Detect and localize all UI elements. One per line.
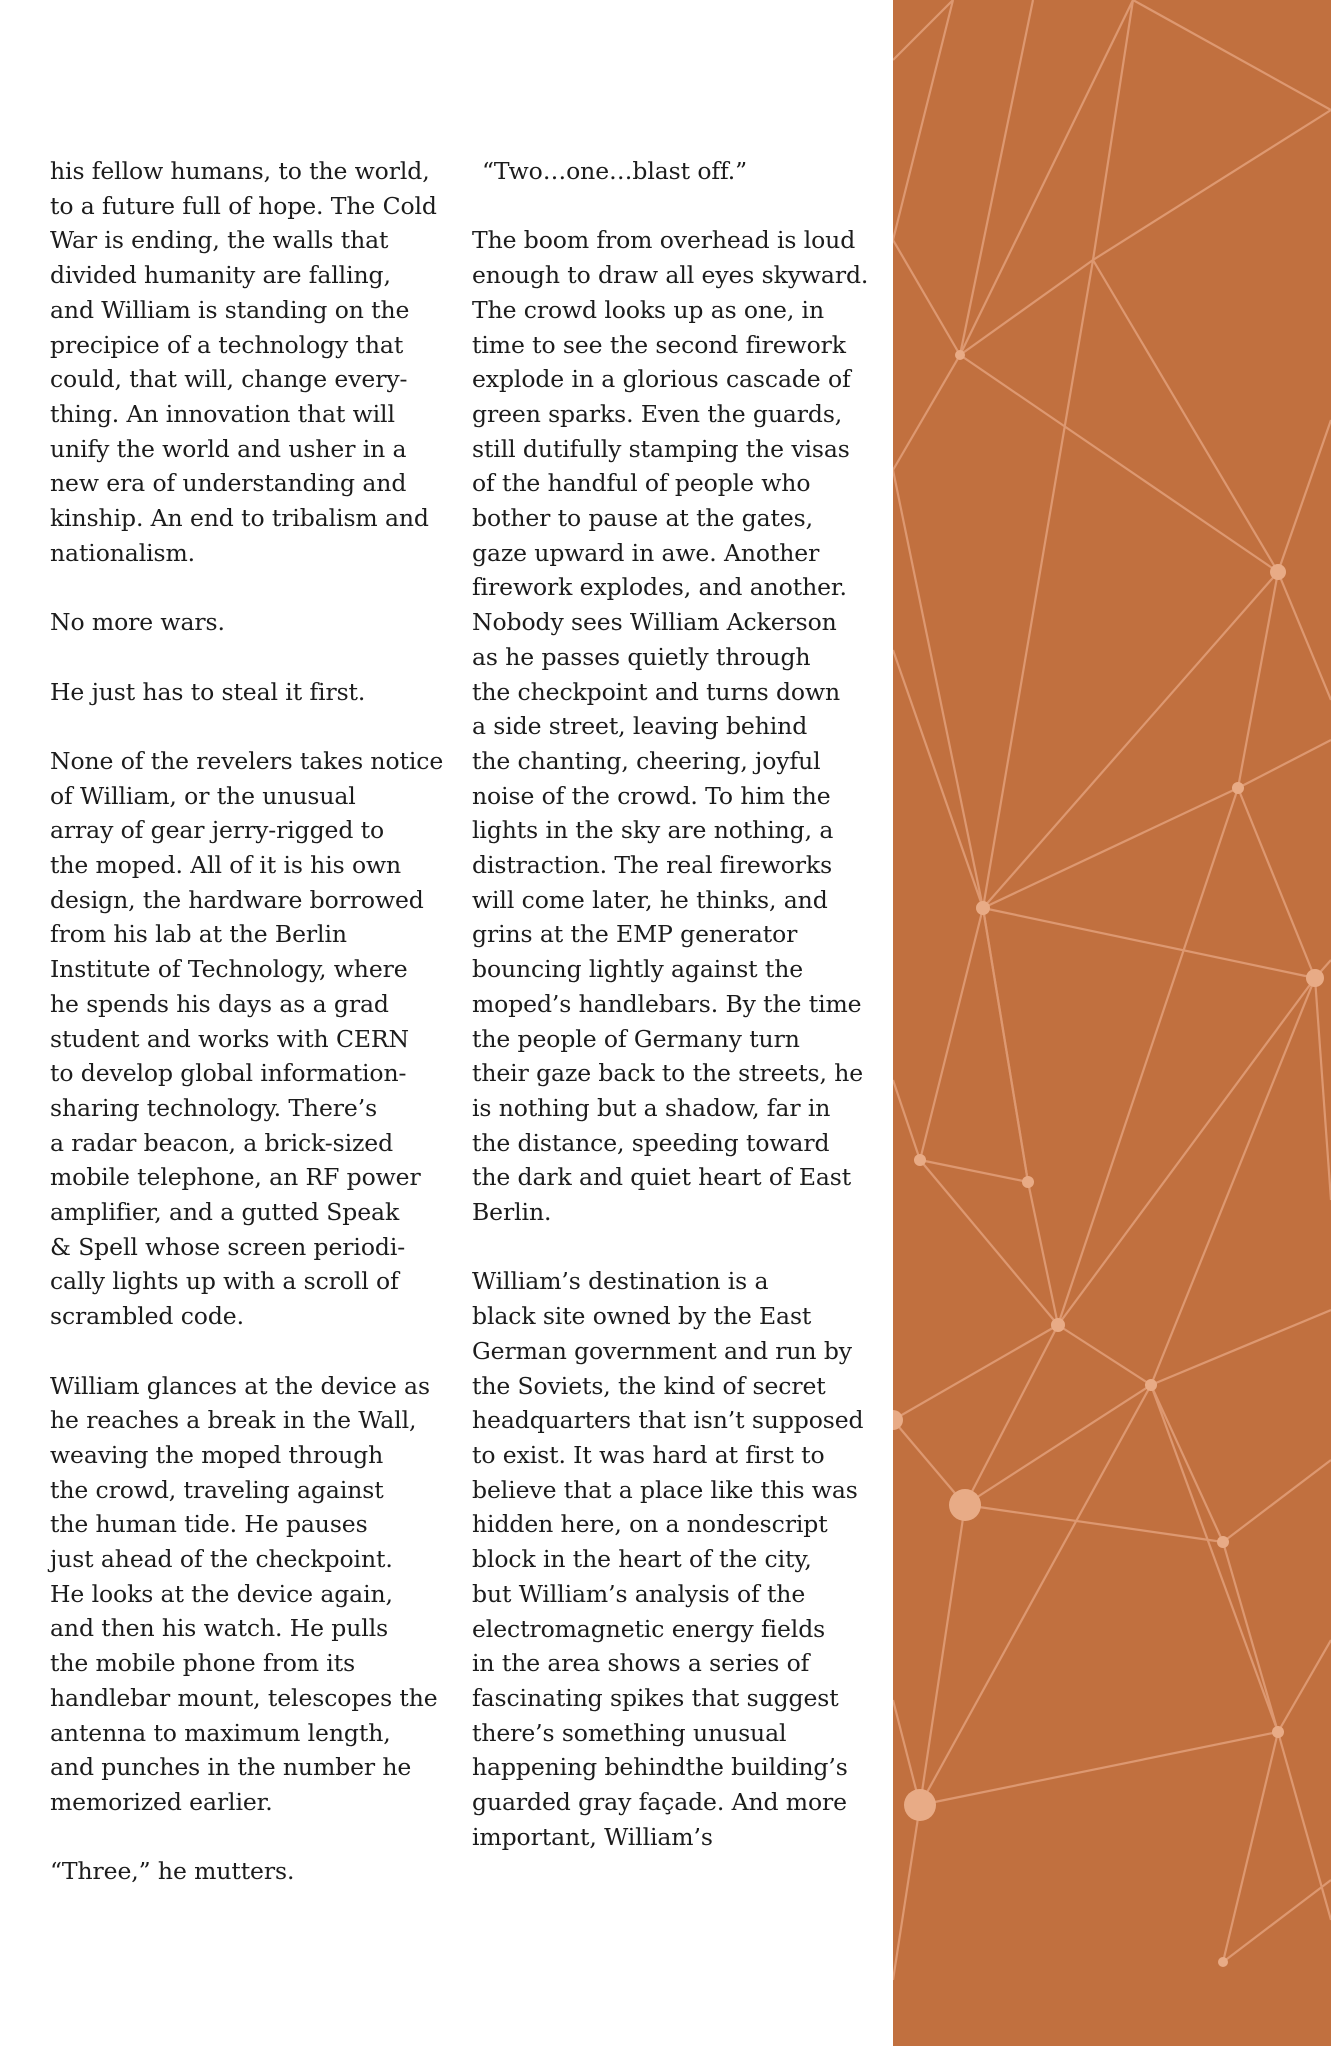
text-line: the moped. All of it is his own: [50, 851, 402, 880]
paragraph: [472, 154, 872, 189]
paragraph-gap: [472, 1230, 872, 1265]
text-line: the human tide. He pauses: [50, 1510, 368, 1539]
paragraph: [50, 1854, 450, 1889]
text-line: he spends his days as a grad: [50, 989, 389, 1018]
paragraph-gap: [50, 1820, 450, 1855]
text-line: thing. An innovation that will: [50, 399, 395, 428]
text-line: headquarters that isn’t supposed: [472, 1406, 864, 1435]
text-line: William glances at the device as: [50, 1371, 430, 1400]
paragraph-gap: [50, 570, 450, 605]
text-line: black site owned by the East: [472, 1302, 812, 1331]
text-line: William’s destination is a: [472, 1267, 769, 1296]
text-line: mobile telephone, an RF power: [50, 1163, 421, 1192]
text-line: memorized earlier.: [50, 1787, 273, 1816]
right-text-column: [472, 154, 872, 1854]
paragraph: [50, 744, 450, 1334]
text-line: The boom from overhead is loud: [472, 226, 856, 255]
paragraph: [472, 223, 872, 1229]
text-line: to develop global information-: [50, 1059, 407, 1088]
text-line: block in the heart of the city,: [472, 1545, 812, 1574]
geometric-network-icon: [893, 0, 1331, 2046]
text-line: could, that will, change every-: [50, 365, 408, 394]
text-line: handlebar mount, telescopes the: [50, 1683, 438, 1712]
text-line: array of gear jerry-rigged to: [50, 816, 385, 845]
text-line: is nothing but a shadow, far in: [472, 1093, 831, 1122]
text-line: new era of understanding and: [50, 469, 407, 498]
text-line: the crowd, traveling against: [50, 1475, 384, 1504]
text-line: amplifier, and a gutted Speak: [50, 1198, 400, 1227]
text-line: noise of the crowd. To him the: [472, 781, 831, 810]
text-line: in the area shows a series of: [472, 1649, 810, 1678]
text-line: student and works with CERN: [50, 1024, 409, 1053]
text-line: bouncing lightly against the: [472, 955, 804, 984]
text-line: the chanting, cheering, joyful: [472, 746, 821, 775]
text-line: bother to pause at the gates,: [472, 504, 813, 533]
text-line: gaze upward in awe. Another: [472, 538, 820, 567]
text-line: to a future full of hope. The Cold: [50, 191, 437, 220]
text-line: fascinating spikes that suggest: [472, 1683, 839, 1712]
text-line: time to see the second firework: [472, 330, 846, 359]
text-line: the people of Germany turn: [472, 1024, 800, 1053]
paragraph: [50, 675, 450, 710]
text-line: the dark and quiet heart of East: [472, 1163, 852, 1192]
text-line: important, William’s: [472, 1822, 713, 1851]
paragraph-gap: [50, 709, 450, 744]
text-line: Berlin.: [472, 1198, 552, 1227]
text-line: Institute of Technology, where: [50, 955, 408, 984]
text-line: electromagnetic energy fields: [472, 1614, 826, 1643]
text-line: there’s something unusual: [472, 1718, 787, 1747]
paragraph: [472, 1264, 872, 1854]
decorative-sidebar: [893, 0, 1331, 2046]
text-line: & Spell whose screen periodi-: [50, 1232, 406, 1261]
text-line: sharing technology. There’s: [50, 1093, 378, 1122]
text-line: but William’s analysis of the: [472, 1579, 806, 1608]
text-line: believe that a place like this was: [472, 1475, 858, 1504]
left-text-column: [50, 154, 450, 1889]
text-line: happening behindthe building’s: [472, 1753, 848, 1782]
text-line: divided humanity are falling,: [50, 261, 391, 290]
text-line: the distance, speeding toward: [472, 1128, 830, 1157]
text-line: from his lab at the Berlin: [50, 920, 347, 949]
text-line: He just has to steal it first.: [50, 677, 366, 706]
text-line: The crowd looks up as one, in: [472, 295, 825, 324]
text-line: He looks at the device again,: [50, 1579, 393, 1608]
text-line: distraction. The real fireworks: [472, 851, 833, 880]
text-line: and William is standing on the: [50, 295, 410, 324]
text-line: No more wars.: [50, 608, 225, 637]
text-line: German government and run by: [472, 1336, 852, 1365]
text-line: “Three,” he mutters.: [50, 1857, 295, 1886]
text-line: their gaze back to the streets, he: [472, 1059, 864, 1088]
text-line: enough to draw all eyes skyward.: [472, 261, 869, 290]
paragraph-gap: [472, 189, 872, 224]
text-line: will come later, he thinks, and: [472, 885, 828, 914]
text-line: and punches in the number he: [50, 1753, 412, 1782]
text-line: a radar beacon, a brick-sized: [50, 1128, 394, 1157]
text-line: antenna to maximum length,: [50, 1718, 391, 1747]
text-line: explode in a glorious cascade of: [472, 365, 851, 394]
text-line: “Two…one…blast off.”: [482, 157, 748, 185]
text-line: still dutifully stamping the visas: [472, 434, 850, 463]
text-line: the checkpoint and turns down: [472, 677, 840, 706]
text-line: of William, or the unusual: [50, 781, 356, 810]
paragraph-gap: [50, 1334, 450, 1369]
text-line: moped’s handlebars. By the time: [472, 989, 862, 1018]
text-line: unify the world and usher in a: [50, 434, 407, 463]
text-line: None of the revelers takes notice: [50, 746, 444, 775]
text-line: design, the hardware borrowed: [50, 885, 424, 914]
text-line: firework explodes, and another.: [472, 573, 847, 602]
text-line: guarded gray façade. And more: [472, 1788, 847, 1817]
paragraph: [50, 1369, 450, 1820]
paragraph: [50, 154, 450, 570]
text-line: War is ending, the walls that: [50, 226, 389, 255]
text-line: hidden here, on a nondescript: [472, 1510, 828, 1539]
text-line: kinship. An end to tribalism and: [50, 504, 429, 533]
text-line: cally lights up with a scroll of: [50, 1267, 399, 1296]
text-line: nationalism.: [50, 538, 196, 567]
text-line: to exist. It was hard at first to: [472, 1440, 825, 1469]
text-line: just ahead of the checkpoint.: [50, 1545, 393, 1574]
text-line: he reaches a break in the Wall,: [50, 1406, 417, 1435]
paragraph: [50, 605, 450, 640]
text-line: as he passes quietly through: [472, 642, 811, 671]
text-line: Nobody sees William Ackerson: [472, 608, 837, 637]
text-line: the mobile phone from its: [50, 1649, 356, 1678]
text-line: his fellow humans, to the world,: [50, 157, 430, 185]
text-line: grins at the EMP generator: [472, 920, 798, 949]
text-line: lights in the sky are nothing, a: [472, 816, 834, 845]
text-line: of the handful of people who: [472, 469, 811, 498]
text-line: green sparks. Even the guards,: [472, 399, 843, 428]
text-line: the Soviets, the kind of secret: [472, 1371, 826, 1400]
text-line: weaving the moped through: [50, 1440, 384, 1469]
text-line: and then his watch. He pulls: [50, 1614, 389, 1643]
paragraph-gap: [50, 640, 450, 675]
text-line: a side street, leaving behind: [472, 712, 808, 741]
text-line: scrambled code.: [50, 1302, 244, 1331]
text-line: precipice of a technology that: [50, 330, 404, 359]
